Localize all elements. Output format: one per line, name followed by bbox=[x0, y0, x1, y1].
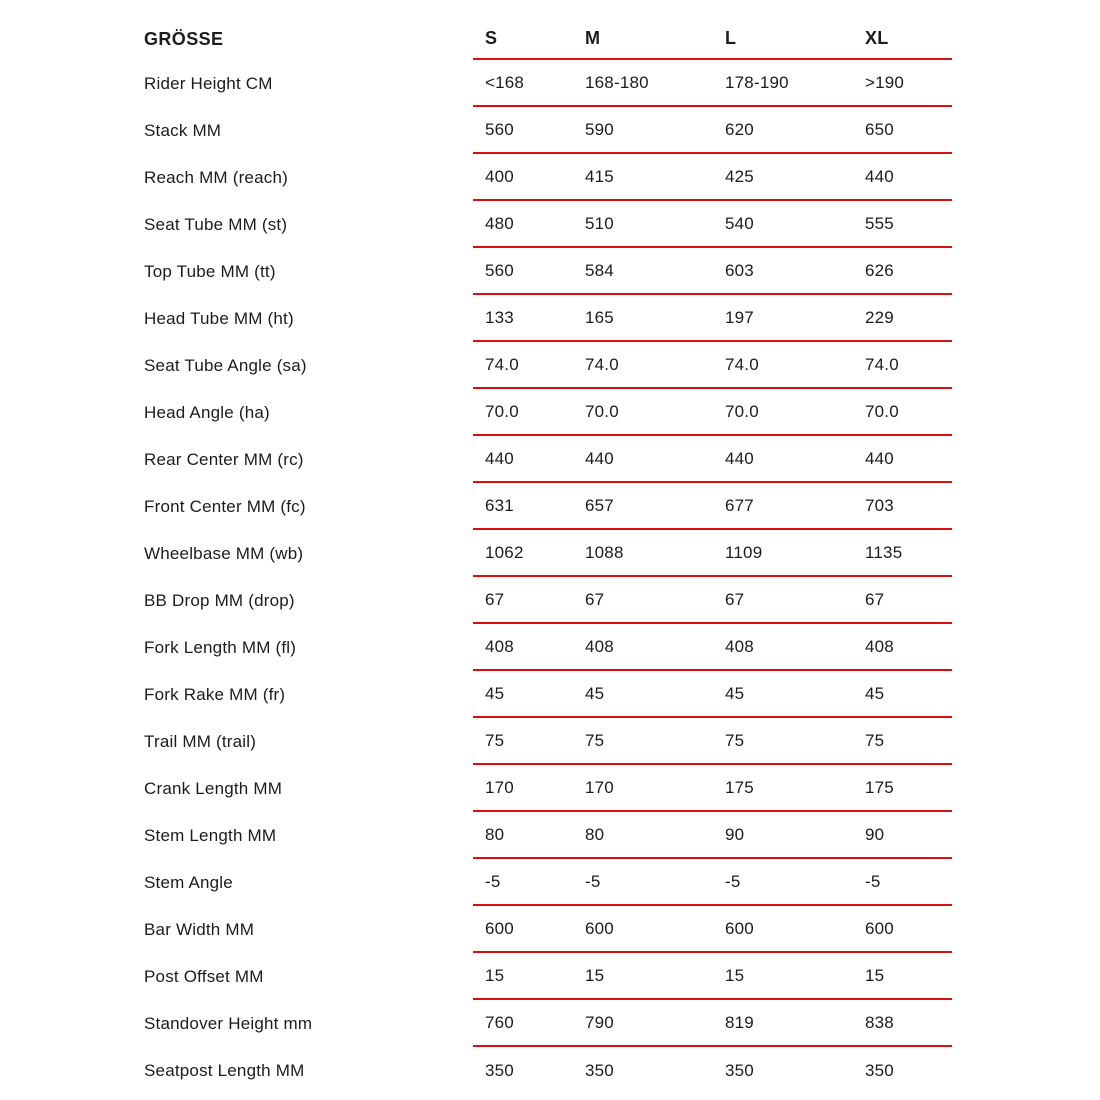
cell-value: 70.0 bbox=[585, 401, 619, 421]
cell-value: 590 bbox=[585, 119, 614, 139]
cell-value: 133 bbox=[485, 307, 514, 327]
cell-value: 650 bbox=[865, 119, 894, 139]
row-values bbox=[473, 953, 952, 1000]
cell-value: 408 bbox=[725, 636, 754, 656]
cell-value: 790 bbox=[585, 1012, 614, 1032]
table-row bbox=[144, 953, 956, 1000]
cell-value: 75 bbox=[865, 730, 885, 750]
row-values bbox=[473, 483, 952, 530]
table-row bbox=[144, 248, 956, 295]
row-values bbox=[473, 671, 952, 718]
size-header-cells bbox=[473, 18, 952, 60]
cell-value: 15 bbox=[585, 965, 605, 985]
row-label: Seatpost Length MM bbox=[144, 1060, 305, 1080]
size-header-s: S bbox=[485, 27, 498, 48]
row-values bbox=[473, 201, 952, 248]
table-body bbox=[144, 60, 956, 1094]
cell-value: 408 bbox=[865, 636, 894, 656]
cell-value: 600 bbox=[725, 918, 754, 938]
cell-value: <168 bbox=[485, 72, 525, 92]
cell-value: 440 bbox=[865, 448, 894, 468]
row-label: Bar Width MM bbox=[144, 919, 255, 939]
row-values bbox=[473, 530, 952, 577]
cell-value: -5 bbox=[485, 871, 501, 891]
cell-value: 74.0 bbox=[485, 354, 519, 374]
table-row bbox=[144, 201, 956, 248]
row-label: Standover Height mm bbox=[144, 1013, 313, 1033]
row-values bbox=[473, 436, 952, 483]
row-label: Stem Length MM bbox=[144, 825, 277, 845]
cell-value: 74.0 bbox=[865, 354, 899, 374]
table-row bbox=[144, 765, 956, 812]
table-row bbox=[144, 812, 956, 859]
cell-value: 168-180 bbox=[585, 72, 649, 92]
cell-value: 45 bbox=[865, 683, 885, 703]
table-row bbox=[144, 107, 956, 154]
cell-value: 70.0 bbox=[865, 401, 899, 421]
cell-value: 838 bbox=[865, 1012, 894, 1032]
cell-value: -5 bbox=[585, 871, 601, 891]
cell-value: 15 bbox=[725, 965, 745, 985]
row-label: Stem Angle bbox=[144, 872, 233, 892]
cell-value: 510 bbox=[585, 213, 614, 233]
row-label: Post Offset MM bbox=[144, 966, 264, 986]
cell-value: 90 bbox=[865, 824, 885, 844]
cell-value: 229 bbox=[865, 307, 894, 327]
cell-value: 178-190 bbox=[725, 72, 789, 92]
row-values bbox=[473, 60, 952, 107]
row-label: Front Center MM (fc) bbox=[144, 496, 306, 516]
row-label: Rear Center MM (rc) bbox=[144, 449, 304, 469]
cell-value: 1135 bbox=[865, 542, 903, 562]
cell-value: 45 bbox=[485, 683, 505, 703]
cell-value: 67 bbox=[865, 589, 885, 609]
table-row bbox=[144, 530, 956, 577]
row-values bbox=[473, 1000, 952, 1047]
cell-value: 603 bbox=[725, 260, 754, 280]
cell-value: 600 bbox=[585, 918, 614, 938]
cell-value: 760 bbox=[485, 1012, 514, 1032]
cell-value: 75 bbox=[485, 730, 505, 750]
row-values bbox=[473, 624, 952, 671]
cell-value: 440 bbox=[725, 448, 754, 468]
row-values bbox=[473, 248, 952, 295]
row-label: BB Drop MM (drop) bbox=[144, 590, 295, 610]
cell-value: -5 bbox=[725, 871, 741, 891]
cell-value: 74.0 bbox=[725, 354, 759, 374]
table-row bbox=[144, 154, 956, 201]
row-label: Rider Height CM bbox=[144, 73, 273, 93]
table-row bbox=[144, 859, 956, 906]
row-values bbox=[473, 765, 952, 812]
cell-value: 560 bbox=[485, 260, 514, 280]
cell-value: 400 bbox=[485, 166, 514, 186]
row-values bbox=[473, 859, 952, 906]
row-label: Crank Length MM bbox=[144, 778, 283, 798]
row-label: Seat Tube Angle (sa) bbox=[144, 355, 307, 375]
table-row bbox=[144, 718, 956, 765]
table-row bbox=[144, 389, 956, 436]
cell-value: 626 bbox=[865, 260, 894, 280]
cell-value: 1062 bbox=[485, 542, 524, 562]
cell-value: 620 bbox=[725, 119, 754, 139]
cell-value: 197 bbox=[725, 307, 754, 327]
table-row bbox=[144, 577, 956, 624]
cell-value: 819 bbox=[725, 1012, 754, 1032]
size-header-l: L bbox=[725, 27, 737, 48]
cell-value: 45 bbox=[585, 683, 605, 703]
row-label: Head Angle (ha) bbox=[144, 402, 270, 422]
cell-value: 415 bbox=[585, 166, 614, 186]
table-row bbox=[144, 483, 956, 530]
cell-value: 1088 bbox=[585, 542, 624, 562]
cell-value: 440 bbox=[585, 448, 614, 468]
cell-value: 70.0 bbox=[725, 401, 759, 421]
cell-value: 600 bbox=[865, 918, 894, 938]
cell-value: 67 bbox=[725, 589, 745, 609]
table-row bbox=[144, 624, 956, 671]
row-label: Seat Tube MM (st) bbox=[144, 214, 288, 234]
cell-value: 170 bbox=[585, 777, 614, 797]
cell-value: 165 bbox=[585, 307, 614, 327]
table-row bbox=[144, 671, 956, 718]
row-values bbox=[473, 342, 952, 389]
cell-value: 350 bbox=[725, 1060, 754, 1080]
cell-value: 408 bbox=[485, 636, 514, 656]
row-label: Fork Rake MM (fr) bbox=[144, 684, 286, 704]
cell-value: 67 bbox=[585, 589, 605, 609]
row-values bbox=[473, 906, 952, 953]
cell-value: 584 bbox=[585, 260, 614, 280]
row-label: Fork Length MM (fl) bbox=[144, 637, 297, 657]
cell-value: 45 bbox=[725, 683, 745, 703]
geometry-table bbox=[144, 18, 956, 1094]
cell-value: >190 bbox=[865, 72, 905, 92]
cell-value: 480 bbox=[485, 213, 514, 233]
row-label: Top Tube MM (tt) bbox=[144, 261, 276, 281]
size-header-m: M bbox=[585, 27, 601, 48]
row-label: Wheelbase MM (wb) bbox=[144, 543, 304, 563]
table-row bbox=[144, 342, 956, 389]
cell-value: 350 bbox=[865, 1060, 894, 1080]
row-values bbox=[473, 107, 952, 154]
cell-value: 425 bbox=[725, 166, 754, 186]
cell-value: 631 bbox=[485, 495, 514, 515]
table-row bbox=[144, 906, 956, 953]
cell-value: 170 bbox=[485, 777, 514, 797]
row-values bbox=[473, 812, 952, 859]
cell-value: 15 bbox=[485, 965, 505, 985]
size-header-xl: XL bbox=[865, 27, 889, 48]
cell-value: 555 bbox=[865, 213, 894, 233]
row-label: Head Tube MM (ht) bbox=[144, 308, 294, 328]
cell-value: 175 bbox=[725, 777, 754, 797]
cell-value: 440 bbox=[485, 448, 514, 468]
cell-value: 175 bbox=[865, 777, 894, 797]
row-values bbox=[473, 1047, 952, 1094]
cell-value: 440 bbox=[865, 166, 894, 186]
cell-value: 15 bbox=[865, 965, 885, 985]
cell-value: 703 bbox=[865, 495, 894, 515]
cell-value: 80 bbox=[585, 824, 605, 844]
cell-value: 677 bbox=[725, 495, 754, 515]
cell-value: 1109 bbox=[725, 542, 763, 562]
row-values bbox=[473, 718, 952, 765]
row-values bbox=[473, 389, 952, 436]
row-label: Reach MM (reach) bbox=[144, 167, 288, 187]
cell-value: 600 bbox=[485, 918, 514, 938]
size-column-header: GRÖSSE bbox=[144, 28, 224, 49]
row-values bbox=[473, 154, 952, 201]
table-row bbox=[144, 1047, 956, 1094]
table-row bbox=[144, 60, 956, 107]
cell-value: 350 bbox=[485, 1060, 514, 1080]
row-values bbox=[473, 295, 952, 342]
row-values bbox=[473, 577, 952, 624]
table-row bbox=[144, 295, 956, 342]
table-row bbox=[144, 1000, 956, 1047]
table-row bbox=[144, 436, 956, 483]
table-header-row bbox=[144, 18, 956, 60]
cell-value: 657 bbox=[585, 495, 614, 515]
cell-value: 80 bbox=[485, 824, 505, 844]
cell-value: 74.0 bbox=[585, 354, 619, 374]
cell-value: -5 bbox=[865, 871, 881, 891]
cell-value: 540 bbox=[725, 213, 754, 233]
cell-value: 408 bbox=[585, 636, 614, 656]
row-label: Trail MM (trail) bbox=[144, 731, 257, 751]
cell-value: 75 bbox=[725, 730, 745, 750]
cell-value: 75 bbox=[585, 730, 605, 750]
cell-value: 90 bbox=[725, 824, 745, 844]
cell-value: 560 bbox=[485, 119, 514, 139]
row-label: Stack MM bbox=[144, 120, 222, 140]
cell-value: 70.0 bbox=[485, 401, 519, 421]
cell-value: 350 bbox=[585, 1060, 614, 1080]
cell-value: 67 bbox=[485, 589, 505, 609]
